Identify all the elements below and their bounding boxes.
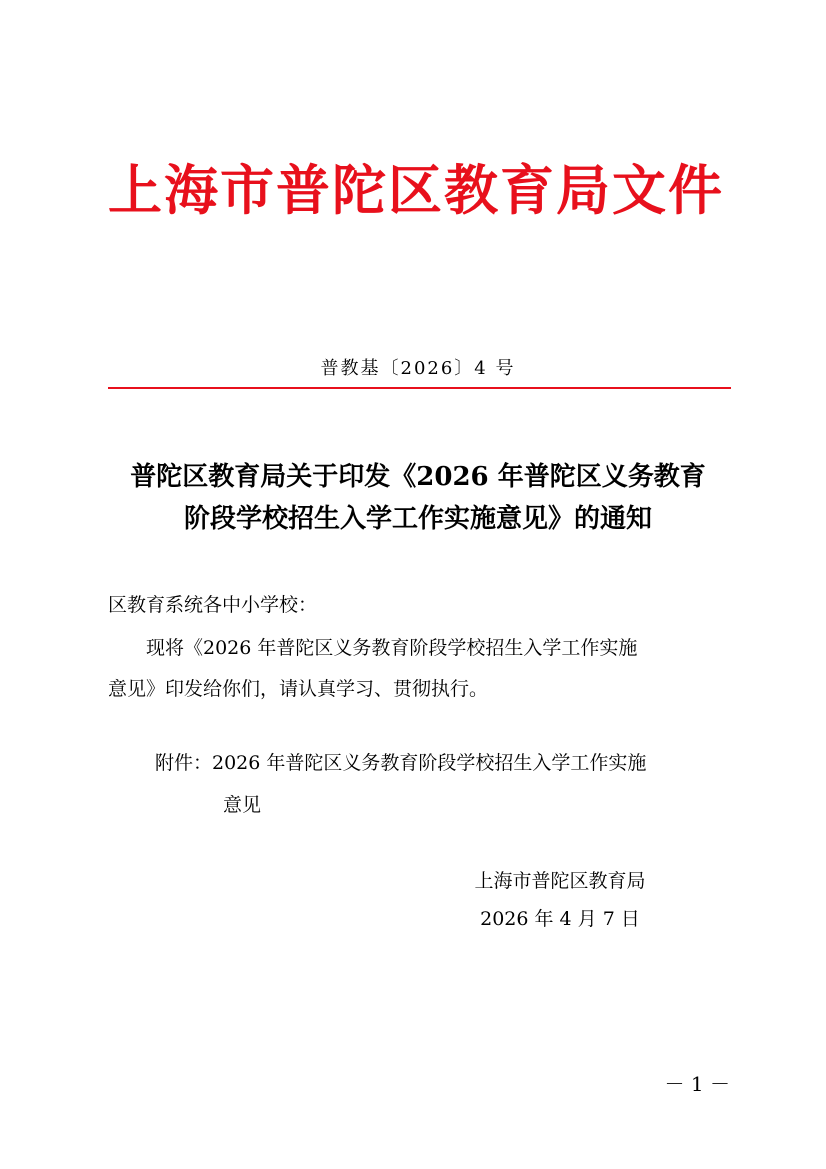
issuer-name: 上海市普陀区教育局	[474, 870, 646, 892]
document-number: 普教基〔2026〕4 号	[320, 358, 516, 379]
document-header-title: 上海市普陀区教育局文件	[108, 158, 724, 222]
page-number: － 1 －	[664, 1072, 730, 1096]
attachment-line-2: 意见	[223, 794, 262, 816]
notice-title	[108, 456, 728, 540]
notice-title-line-2: 阶段学校招生入学工作实施意见》的通知	[183, 504, 652, 534]
body-line-1: 现将《2026 年普陀区义务教育阶段学校招生入学工作实施	[146, 637, 638, 659]
body-line-2: 意见》印发给你们，请认真学习、贯彻执行。	[108, 678, 489, 700]
signature-block	[440, 862, 680, 938]
issue-date: 2026 年 4 月 7 日	[480, 908, 640, 930]
salutation: 区教育系统各中小学校：	[108, 594, 318, 616]
attachment-line-1: 附件：2026 年普陀区义务教育阶段学校招生入学工作实施	[155, 752, 647, 774]
attachment-note	[155, 742, 728, 826]
body-paragraph	[108, 628, 728, 710]
notice-title-line-1: 普陀区教育局关于印发《2026 年普陀区义务教育	[130, 462, 706, 492]
header-divider-line	[108, 387, 731, 389]
